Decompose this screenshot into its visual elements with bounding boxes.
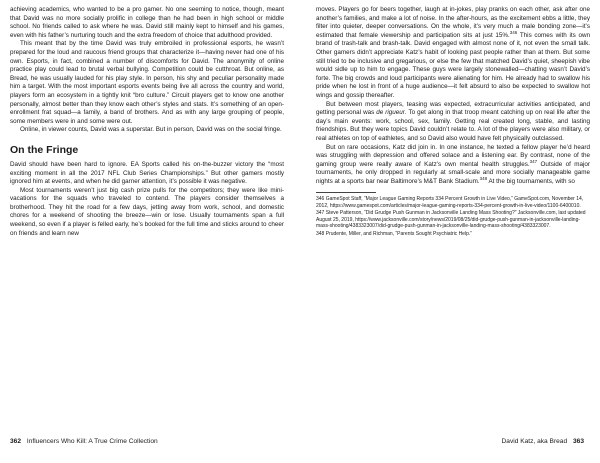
running-title: David Katz, aka Bread [501,438,568,445]
paragraph-text: moves. Players go for beers together, laugh at in-jokes, play pranks on each other, ask after one another’s families, and make a lot of noise. In the after-hours, as the excitement ebbs a little, they filter into quieter, deeper conversations. On the whole, it’s very much a male bonding zone—it’s estimated that female viewership and participation sits at just 15%. [316,6,590,39]
footnote: 348 Prudente, Miller, and Richman, “Parents Sought Psychiatric Help.” [316,230,472,237]
paragraph-text: At the big tournaments, with so [487,177,575,185]
page-number: 363 [572,438,584,445]
section-heading: On the Fringe [10,143,79,156]
body-paragraph: achieving academics, who wanted to be a pro gamer. No one seeming to notice, though, meant that David was no more socially prolific in college than he had been in high school or middle school. No friends called to ask where he was. David still mainly kept to himself and his games, even with his father’s nurturing touch and the extra freedom of choice that adulthood provided. [10,6,284,39]
body-paragraph: Online, in viewer counts, David was a superstar. But in person, David was on the social fringe. [20,126,282,134]
running-title: Influencers Who Kill: A True Crime Collection [26,438,158,445]
paragraph-text: This comes with its own brand of trash-talk and brash-talk. David engaged with almost none of it, not even the small talk. Other gamers didn’t appreciate Katz’s habit of looking past people rather than at them. But some still tried to be inclusive and gregarious, or else the few that matched David’s quiet, sheepish vibe would sidle up to him to engage. These guys were largely stonewalled—chatting wasn’t David’s forte. The big crowds and loud participants were alienating for him. He already had to swallow his pride when he lost in front of a huge audience—it felt absurd to also be expected to swallow hot wings and gossip thereafter. [316,31,590,99]
body-paragraph [316,144,590,187]
paragraph-text: Outside of major tournaments, he only dropped in regularly at small-scale and more socially manageable game nights at a sports bar near Baltimore’s M&T Bank Stadium. [316,160,590,185]
left-footer [10,437,158,447]
body-paragraph [316,101,590,144]
right-page [316,6,590,426]
footnote: 347 Steve Patterson, “Did Grudge Push Gunman in Jacksonville Landing Mass Shooting?” Jacksonville.com, last updated August 25, 2019, https://www.jacksonville.com/story/news/2019/08/25/did-grudge-push-gunman-in-jacksonville-landing-mass-shooting/4383323007/did-grudge-push-gunman-in-jacksonville-landing-mass-shooting/4383323007. [316,210,586,230]
paragraph-text: . To get along in that troop meant catching up on real life after the day’s main events: work, school, sex, family. Getting real created long, stable, and lasting friendships. But they were topics David couldn’t relate to. A lot of the players were also military, or real athletes on top of eathletes, and so David also would have felt physically outclassed. [316,109,590,142]
paragraph-text: But on rare occasions, Katz did join in. In one instance, he texted a fellow player he’d heard was struggling with depression and offered solace and a listening ear. By contrast, none of the gaming group were really aware of Katz’s own mental health struggles. [316,143,590,168]
footnote-divider [316,192,376,193]
page-number: 362 [10,438,22,445]
paragraph-text: But between most players, teasing was expected, extracurricular activities anticipated, and getting personal was [316,100,590,117]
body-paragraph: Most tournaments weren’t just big cash prize pulls for the competitors; they were like mini-vacations for the squads who traveled to contend. The players consider themselves a brotherhood. They hit the road for a few days, jetting away from work, school, and domestic chores for a weekend of shooting the breeze—win or lose. Usually tournaments span a full weekend, so even if a player is felled early, he’s booked for the full time and sticks around to cheer on friends and learn new [10,186,284,237]
body-paragraph: This meant that by the time David was truly embroiled in professional esports, he wasn’t prepared for the loud and raucous friend groups that characterize it—having never had one of his own. Esports, in fact, combined a number of discomforts for David. The anonymity of online practice play could lead to brutal verbal bullying. Competition could be cutthroat. But online, as Bread, he was usually lauded for his play style. In person, his shy and peculiar personality made him a target. With the most important esports events being live all across the country and world, players form an ecosystem in a tightly knit “bro culture.” Circuit players get to know one another personally, almost better than they know each other’s styles and stats. It’s something of an open-enrollment frat squad—a family, a band of brothers. And as with any large grouping of people, some members were in and some were out. [10,40,284,125]
footnote-ref: 348 [479,175,488,181]
footnote-ref: 346 [509,29,518,35]
footnote-ref: 347 [529,158,538,164]
body-paragraph [316,6,590,101]
body-paragraph: David should have been hard to ignore. EA Sports called his on-the-buzzer victory the “most exciting moment in all the 2017 NFL Club Series Championships.” But other gamers mostly ignored him at events, and when he did garner attention, it’s possible it was negative. [10,160,284,186]
right-footer [502,437,584,447]
italic-phrase: de rigueur [376,109,405,117]
left-page [10,6,284,426]
footnote: 346 GameSpot Staff, “Major League Gaming Reports 334 Percent Growth in Live Video,” GameSpot.com, November 14, 2012, https://www.gamespot.com/articles/major-league-gaming-reports-334-percent-growth-in-live-video/1100-6400010. [316,196,584,209]
